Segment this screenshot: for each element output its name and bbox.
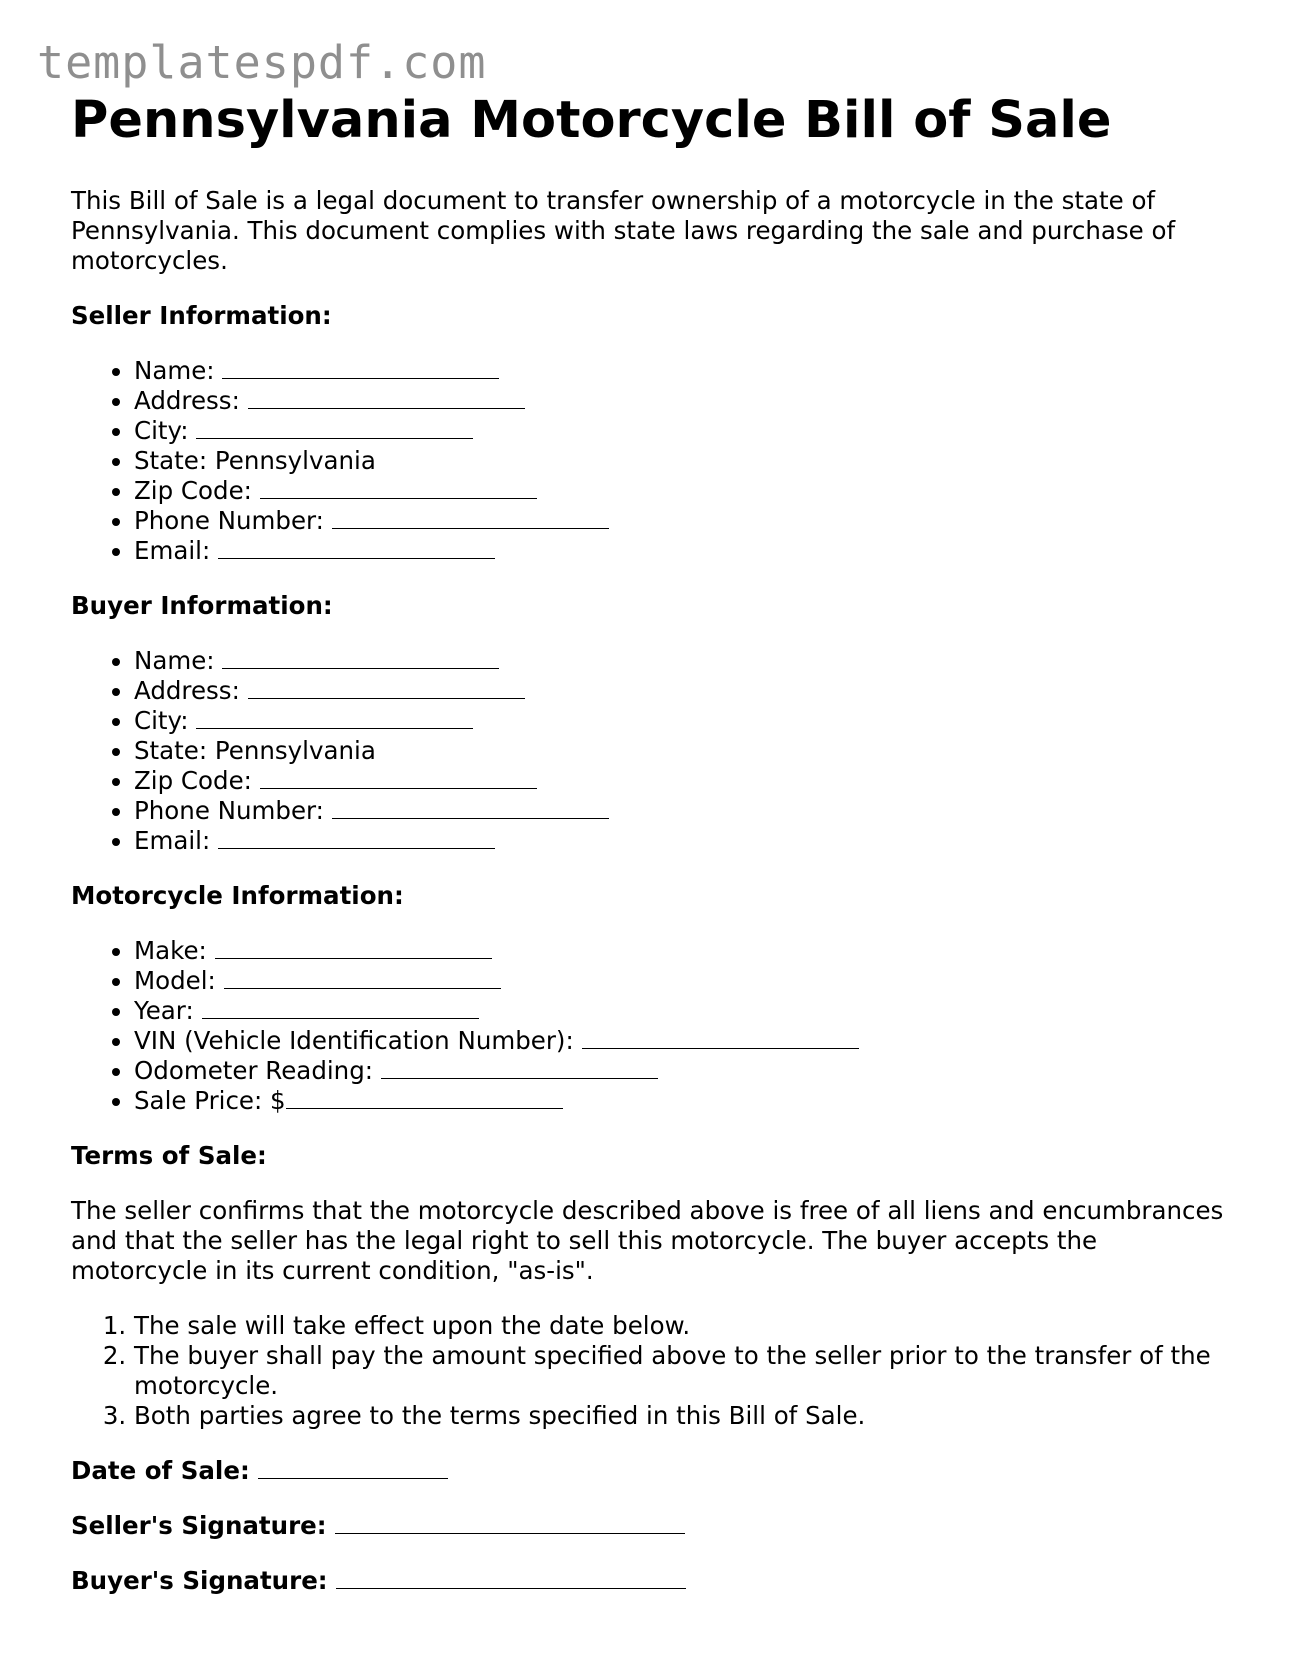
buyer-phone-label: Phone Number: [134,796,324,825]
buyer-phone-field[interactable] [134,796,1231,826]
seller-address-field[interactable] [134,386,1231,416]
terms-paragraph: The seller confirms that the motorcycle described above is free of all liens and encumbrances and that the seller has the legal right to sell this motorcycle. The buyer accepts the motorcycle in its current condition, "as-is". [71,1196,1224,1285]
motorcycle-model-blank[interactable] [224,968,501,989]
buyer-address-blank[interactable] [248,678,525,699]
seller-zip-blank[interactable] [260,478,537,499]
buyer-phone-blank[interactable] [332,798,609,819]
seller-name-blank[interactable] [222,358,499,379]
motorcycle-price-field[interactable] [134,1086,1231,1116]
seller-phone-blank[interactable] [332,508,609,529]
motorcycle-odometer-field[interactable] [134,1056,1231,1086]
buyer-state-field [134,736,1231,766]
seller-signature-blank[interactable] [335,1513,685,1534]
motorcycle-make-label: Make: [134,936,207,965]
buyer-state-label: State: Pennsylvania [134,736,376,765]
seller-heading: Seller Information: [71,301,332,330]
buyer-address-label: Address: [134,676,240,705]
motorcycle-year-field[interactable] [134,996,1231,1026]
seller-name-label: Name: [134,356,215,385]
seller-email-label: Email: [134,536,211,565]
seller-email-blank[interactable] [218,538,495,559]
terms-item: 2. The buyer shall pay the amount specified above to the seller prior to the transfer of the motorcycle. [134,1341,1231,1401]
seller-state-field [134,446,1231,476]
motorcycle-odometer-label: Odometer Reading: [134,1056,374,1085]
seller-info-list [71,356,1231,566]
seller-city-field[interactable] [134,416,1231,446]
motorcycle-vin-field[interactable] [134,1026,1231,1056]
seller-email-field[interactable] [134,536,1231,566]
date-of-sale-label: Date of Sale: [71,1456,250,1485]
seller-zip-label: Zip Code: [134,476,252,505]
buyer-signature-blank[interactable] [336,1568,686,1589]
motorcycle-price-label: Sale Price: $ [134,1086,286,1115]
seller-state-label: State: Pennsylvania [134,446,376,475]
motorcycle-year-blank[interactable] [202,998,479,1019]
motorcycle-vin-label: VIN (Vehicle Identification Number): [134,1026,574,1055]
buyer-signature-label: Buyer's Signature: [71,1566,328,1595]
terms-item: 3. Both parties agree to the terms specified in this Bill of Sale. [134,1401,1231,1431]
buyer-name-field[interactable] [134,646,1231,676]
buyer-zip-label: Zip Code: [134,766,252,795]
date-of-sale-field[interactable] [71,1456,1231,1486]
motorcycle-odometer-blank[interactable] [381,1058,658,1079]
seller-signature-field[interactable] [71,1511,1231,1541]
motorcycle-vin-blank[interactable] [582,1028,859,1049]
buyer-signature-field[interactable] [71,1566,1231,1596]
buyer-email-label: Email: [134,826,211,855]
buyer-email-blank[interactable] [218,828,495,849]
motorcycle-model-label: Model: [134,966,216,995]
seller-address-blank[interactable] [248,388,525,409]
page-title: Pennsylvania Motorcycle Bill of Sale [71,91,1112,150]
document [71,88,1231,1596]
terms-heading: Terms of Sale: [71,1141,267,1170]
buyer-name-label: Name: [134,646,215,675]
motorcycle-info-list [71,936,1231,1116]
seller-city-blank[interactable] [196,418,473,439]
motorcycle-heading: Motorcycle Information: [71,881,404,910]
buyer-city-field[interactable] [134,706,1231,736]
terms-item: 1. The sale will take effect upon the date below. [134,1311,1231,1341]
buyer-address-field[interactable] [134,676,1231,706]
motorcycle-price-blank[interactable] [286,1088,563,1109]
terms-list [71,1311,1231,1431]
buyer-city-label: City: [134,706,189,735]
buyer-zip-blank[interactable] [260,768,537,789]
intro-paragraph: This Bill of Sale is a legal document to transfer ownership of a motorcycle in the state of Pennsylvania. This document complies with state laws regarding the sale and purchase of motorcycles. [71,186,1176,275]
seller-zip-field[interactable] [134,476,1231,506]
buyer-name-blank[interactable] [222,648,499,669]
motorcycle-make-blank[interactable] [215,938,492,959]
seller-address-label: Address: [134,386,240,415]
buyer-zip-field[interactable] [134,766,1231,796]
motorcycle-model-field[interactable] [134,966,1231,996]
buyer-email-field[interactable] [134,826,1231,856]
seller-city-label: City: [134,416,189,445]
watermark-text: templatespdf.com [37,36,487,89]
motorcycle-year-label: Year: [134,996,194,1025]
buyer-heading: Buyer Information: [71,591,333,620]
seller-phone-field[interactable] [134,506,1231,536]
motorcycle-make-field[interactable] [134,936,1231,966]
seller-phone-label: Phone Number: [134,506,324,535]
buyer-info-list [71,646,1231,856]
seller-signature-label: Seller's Signature: [71,1511,327,1540]
buyer-city-blank[interactable] [196,708,473,729]
seller-name-field[interactable] [134,356,1231,386]
date-of-sale-blank[interactable] [258,1458,448,1479]
